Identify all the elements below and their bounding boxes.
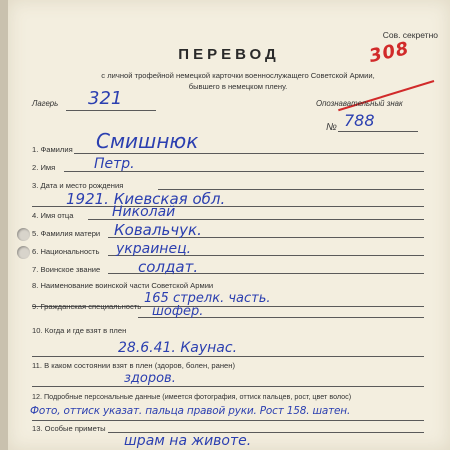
- field-mother-value: Ковальчук.: [114, 221, 202, 239]
- camp-label: Лагерь: [32, 99, 59, 108]
- field-unit-label: 8. Наименование воинской части Советской Армии: [32, 281, 214, 290]
- field-details-value: Фото, оттиск указат. пальца правой руки. Рост 158. шатен.: [30, 405, 351, 417]
- field-profession-label: 9. Гражданская специальность: [32, 302, 142, 311]
- field-nationality-value: украинец.: [116, 241, 192, 257]
- field-rank-value: солдат.: [138, 258, 199, 276]
- red-stamp-number: 308: [367, 38, 412, 67]
- punch-hole: [17, 228, 30, 241]
- field-condition-value: здоров.: [124, 371, 176, 386]
- field-birth-label: 3. Дата и место рождения: [32, 181, 124, 190]
- camp-underline: [66, 110, 156, 111]
- id-mark-label: Опознавательный знак: [316, 99, 403, 108]
- camp-value: 321: [88, 88, 123, 109]
- field-underline: [32, 386, 424, 387]
- field-birth-value: 1921. Киевская обл.: [66, 190, 226, 208]
- document-title: ПЕРЕВОД: [178, 46, 280, 63]
- field-condition-label: 11. В каком состоянии взят в плен (здоров, болен, ранен): [32, 361, 235, 370]
- field-underline: [32, 206, 424, 207]
- field-marks-label: 13. Особые приметы: [32, 424, 106, 433]
- id-number-sign: №: [326, 122, 337, 133]
- field-underline: [74, 153, 424, 154]
- id-underline: [338, 131, 418, 132]
- subtitle-line: бывшего в немецком плену.: [188, 82, 288, 91]
- field-father-value: Николай: [112, 204, 176, 220]
- field-nationality-label: 6. Национальность: [32, 247, 100, 256]
- document-sheet: [8, 0, 450, 450]
- field-rank-label: 7. Воинское звание: [32, 265, 101, 274]
- field-name-value: Петр.: [94, 156, 135, 172]
- field-mother-label: 5. Фамилия матери: [32, 229, 101, 238]
- field-underline: [32, 356, 424, 357]
- subtitle-line: с личной трофейной немецкой карточки военнослужащего Советской Армии,: [101, 71, 375, 80]
- field-surname-value: Смишнюк: [96, 129, 199, 153]
- field-profession-value: шофер.: [152, 304, 204, 319]
- punch-hole: [17, 246, 30, 259]
- field-father-label: 4. Имя отца: [32, 211, 74, 220]
- secret-label: Сов. секретно: [382, 30, 438, 40]
- field-name-label: 2. Имя: [32, 163, 56, 172]
- field-capture-value: 28.6.41. Каунас.: [118, 340, 238, 356]
- id-mark-value: 788: [344, 111, 375, 130]
- field-marks-value: шрам на животе.: [124, 433, 252, 449]
- field-details-label: 12. Подробные персональные данные (имеется фотография, оттиск пальцев, рост, цвет волос): [32, 392, 352, 401]
- field-underline: [32, 420, 424, 421]
- field-surname-label: 1. Фамилия: [32, 145, 73, 154]
- field-capture-label: 10. Когда и где взят в плен: [32, 326, 127, 335]
- field-unit-value: 165 стрелк. часть.: [144, 291, 271, 306]
